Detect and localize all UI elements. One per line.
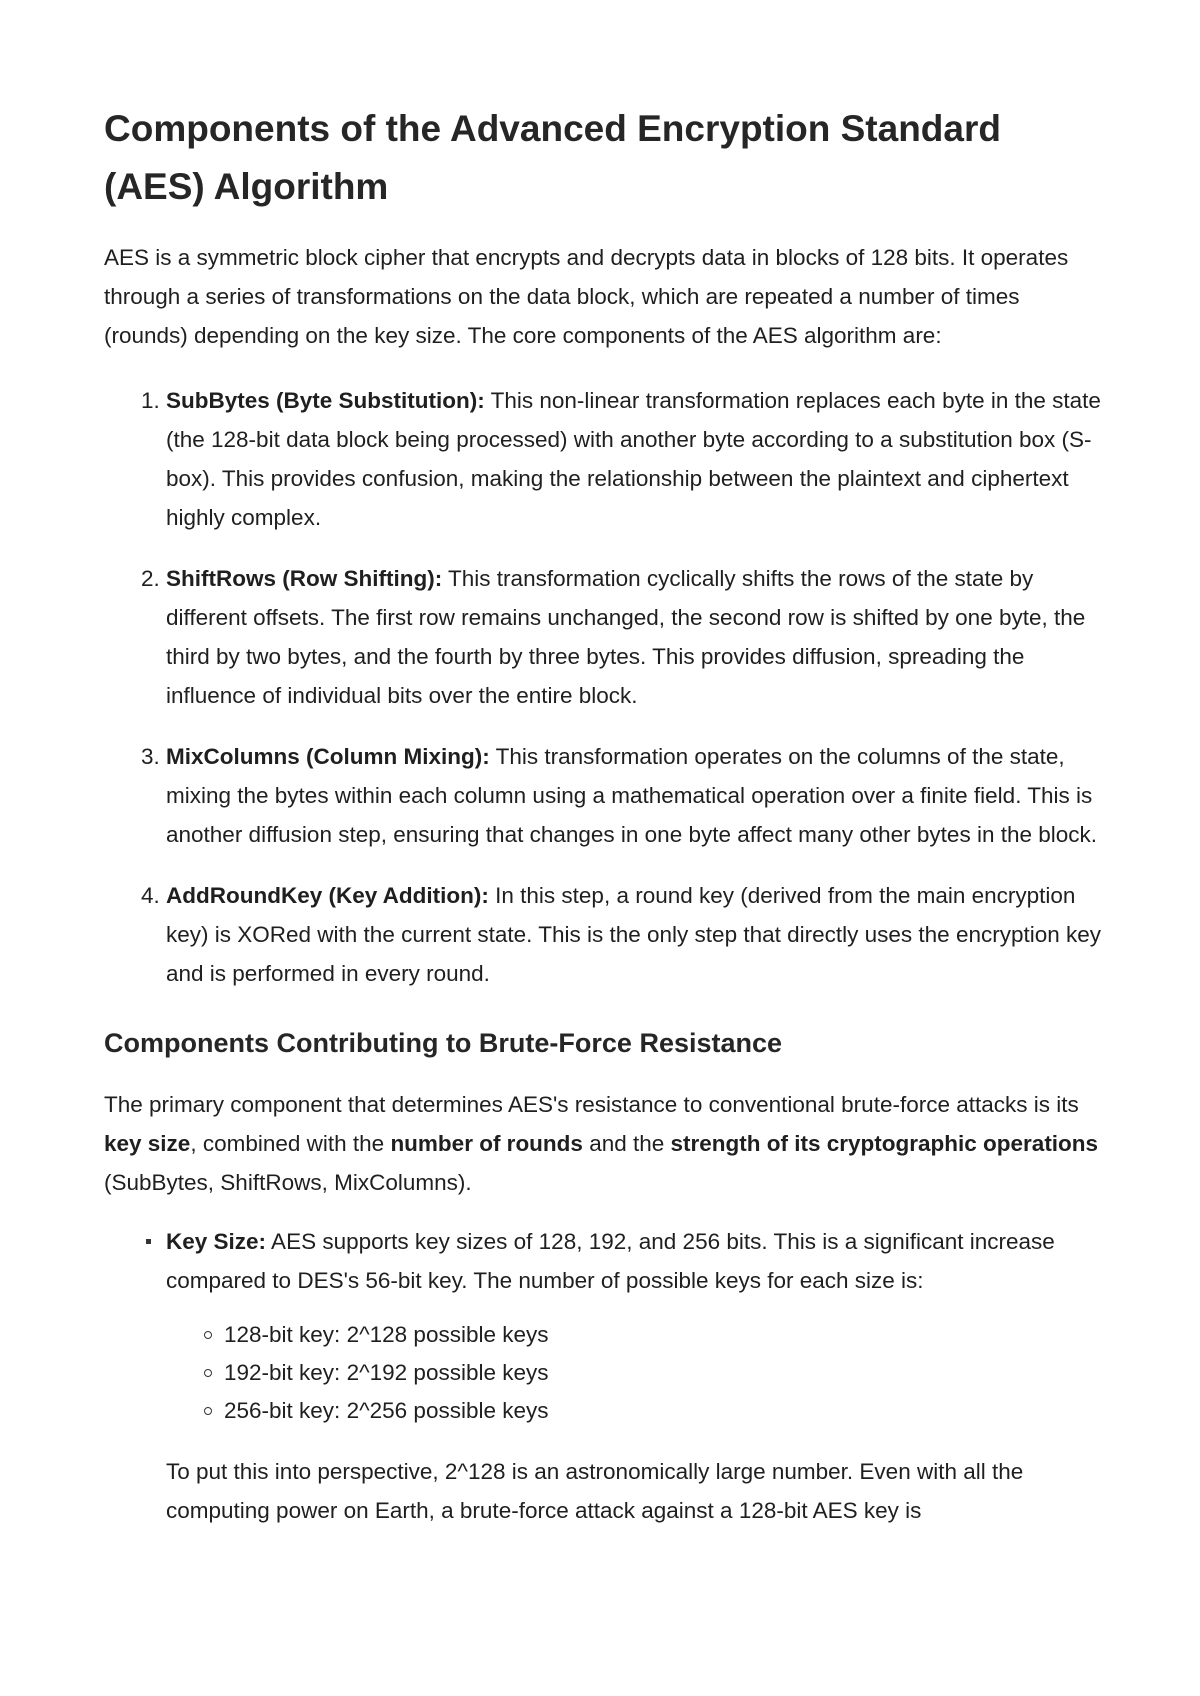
step-text: This transformation operates on the columns of the state, mixing the bytes within each column using a mathematical operation over a finite field. This is another diffusion step, ensuring that changes in one byte affect many other bytes in the block. — [166, 744, 1098, 847]
text-run: and the — [582, 1131, 671, 1156]
list-item: 128-bit key: 2^128 possible keys — [224, 1316, 1104, 1354]
bold-key-size: key size — [104, 1131, 191, 1156]
section-heading: Components Contributing to Brute-Force Resistance — [104, 1028, 783, 1058]
list-item: 256-bit key: 2^256 possible keys — [224, 1392, 1104, 1430]
step-text: This non-linear transformation replaces each byte in the state (the 128-bit data block being processed) with another byte according to a substitution box (S-box). This provides confusion, making the relationship between the plaintext and ciphertext highly complex. — [166, 388, 1101, 530]
page-title: Components of the Advanced Encryption Standard (AES) Algorithm — [104, 108, 1001, 207]
list-item: 192-bit key: 2^192 possible keys — [224, 1354, 1104, 1392]
list-item — [166, 381, 1104, 537]
step-term: ShiftRows (Row Shifting): — [166, 566, 443, 591]
bold-cryptographic-operations: strength of its cryptographic operations — [670, 1131, 1099, 1156]
text-run: , combined with the — [190, 1131, 391, 1156]
list-item — [166, 876, 1104, 993]
key-size-text: AES supports key sizes of 128, 192, and 256 bits. This is a significant increase compared to DES's 56-bit key. The number of possible keys for each size is: — [166, 1229, 1055, 1293]
brute-force-paragraph — [104, 1085, 1104, 1202]
bold-number-of-rounds: number of rounds — [390, 1131, 583, 1156]
step-term: SubBytes (Byte Substitution): — [166, 388, 485, 413]
key-size-term: Key Size: — [166, 1229, 267, 1254]
aes-steps-list — [104, 381, 1104, 993]
list-item — [166, 737, 1104, 854]
step-text: This transformation cyclically shifts the rows of the state by different offsets. The first row remains unchanged, the second row is shifted by one byte, the third by two bytes, and the fourth by three bytes. This provides diffusion, spreading the influence of individual bits over the entire block. — [166, 566, 1086, 708]
step-text: In this step, a round key (derived from the main encryption key) is XORed with the current state. This is the only step that directly uses the encryption key and is performed in every round. — [166, 883, 1102, 986]
key-count-list — [166, 1316, 1104, 1430]
step-term: AddRoundKey (Key Addition): — [166, 883, 489, 908]
list-item — [166, 559, 1104, 715]
step-term: MixColumns (Column Mixing): — [166, 744, 490, 769]
list-item — [166, 1222, 1104, 1430]
document-page — [104, 100, 1104, 1530]
brute-force-list — [104, 1222, 1104, 1430]
text-run: (SubBytes, ShiftRows, MixColumns). — [104, 1170, 472, 1195]
perspective-paragraph: To put this into perspective, 2^128 is an astronomically large number. Even with all the computing power on Earth, a brute-force attack against a 128-bit AES key is — [166, 1459, 1024, 1523]
intro-paragraph: AES is a symmetric block cipher that encrypts and decrypts data in blocks of 128 bits. It operates through a series of transformations on the data block, which are repeated a number of times (rounds) depending on the key size. The core components of the AES algorithm are: — [104, 245, 1069, 348]
text-run: The primary component that determines AES's resistance to conventional brute-force attacks is its — [104, 1092, 1079, 1117]
